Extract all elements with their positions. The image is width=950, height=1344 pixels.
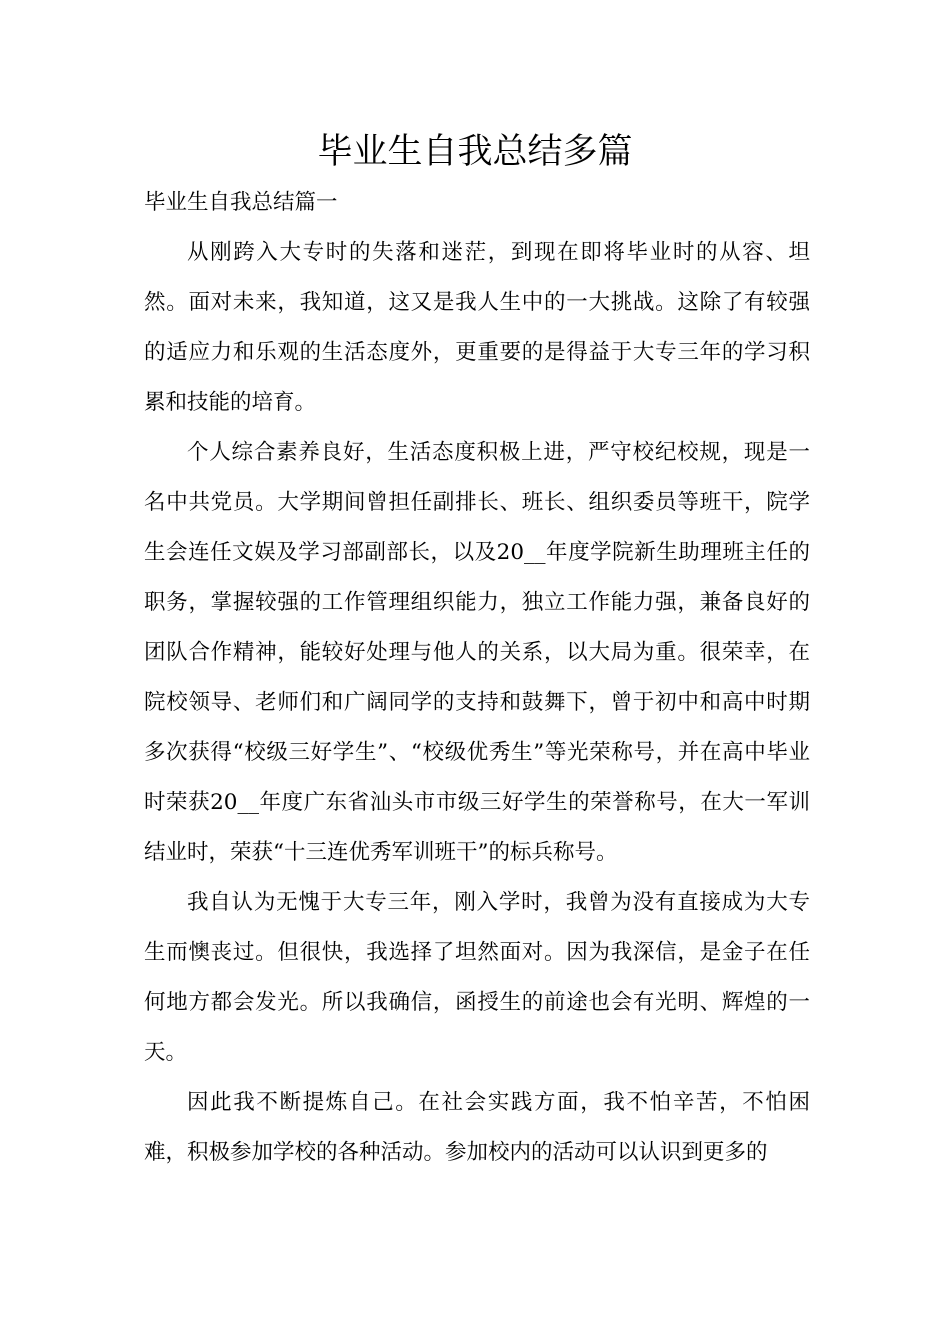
document-title: 毕业生自我总结多篇: [317, 132, 633, 172]
section-heading: 毕业生自我总结篇一: [144, 190, 338, 215]
paragraph-2: 个人综合素养良好，生活态度积极上进，严守校纪校规，现是一名中共党员。大学期间曾担任副排长、班长、组织委员等班干，院学生会连任文娱及学习部副部长，以及20__年度学院新生助理班主任的职务，掌握较强的工作管理组织能力，独立工作能力强，兼备良好的团队合作精神，能较好处理与他人的关系，以大局为重。很荣幸，在院校领导、老师们和广阔同学的支持和鼓舞下，曾于初中和高中时期多次获得“校级三好学生”、“校级优秀生”等光荣称号，并在高中毕业时荣获20__年度广东省汕头市市级三好学生的荣誉称号，在大一军训结业时，荣获“十三连优秀军训班干”的标兵称号。: [144, 440, 810, 865]
paragraph-1: 从刚跨入大专时的失落和迷茫，到现在即将毕业时的从容、坦然。面对未来，我知道，这又是我人生中的一大挑战。这除了有较强的适应力和乐观的生活态度外，更重要的是得益于大专三年的学习积累和技能的培育。: [144, 240, 810, 415]
paragraph-3: 我自认为无愧于大专三年，刚入学时，我曾为没有直接成为大专生而懊丧过。但很快，我选择了坦然面对。因为我深信，是金子在任何地方都会发光。所以我确信，函授生的前途也会有光明、辉煌的一天。: [144, 890, 810, 1065]
document-body: [144, 178, 810, 1178]
paragraph-4: 因此我不断提炼自己。在社会实践方面，我不怕辛苦，不怕困难，积极参加学校的各种活动。参加校内的活动可以认识到更多的: [144, 1090, 810, 1165]
